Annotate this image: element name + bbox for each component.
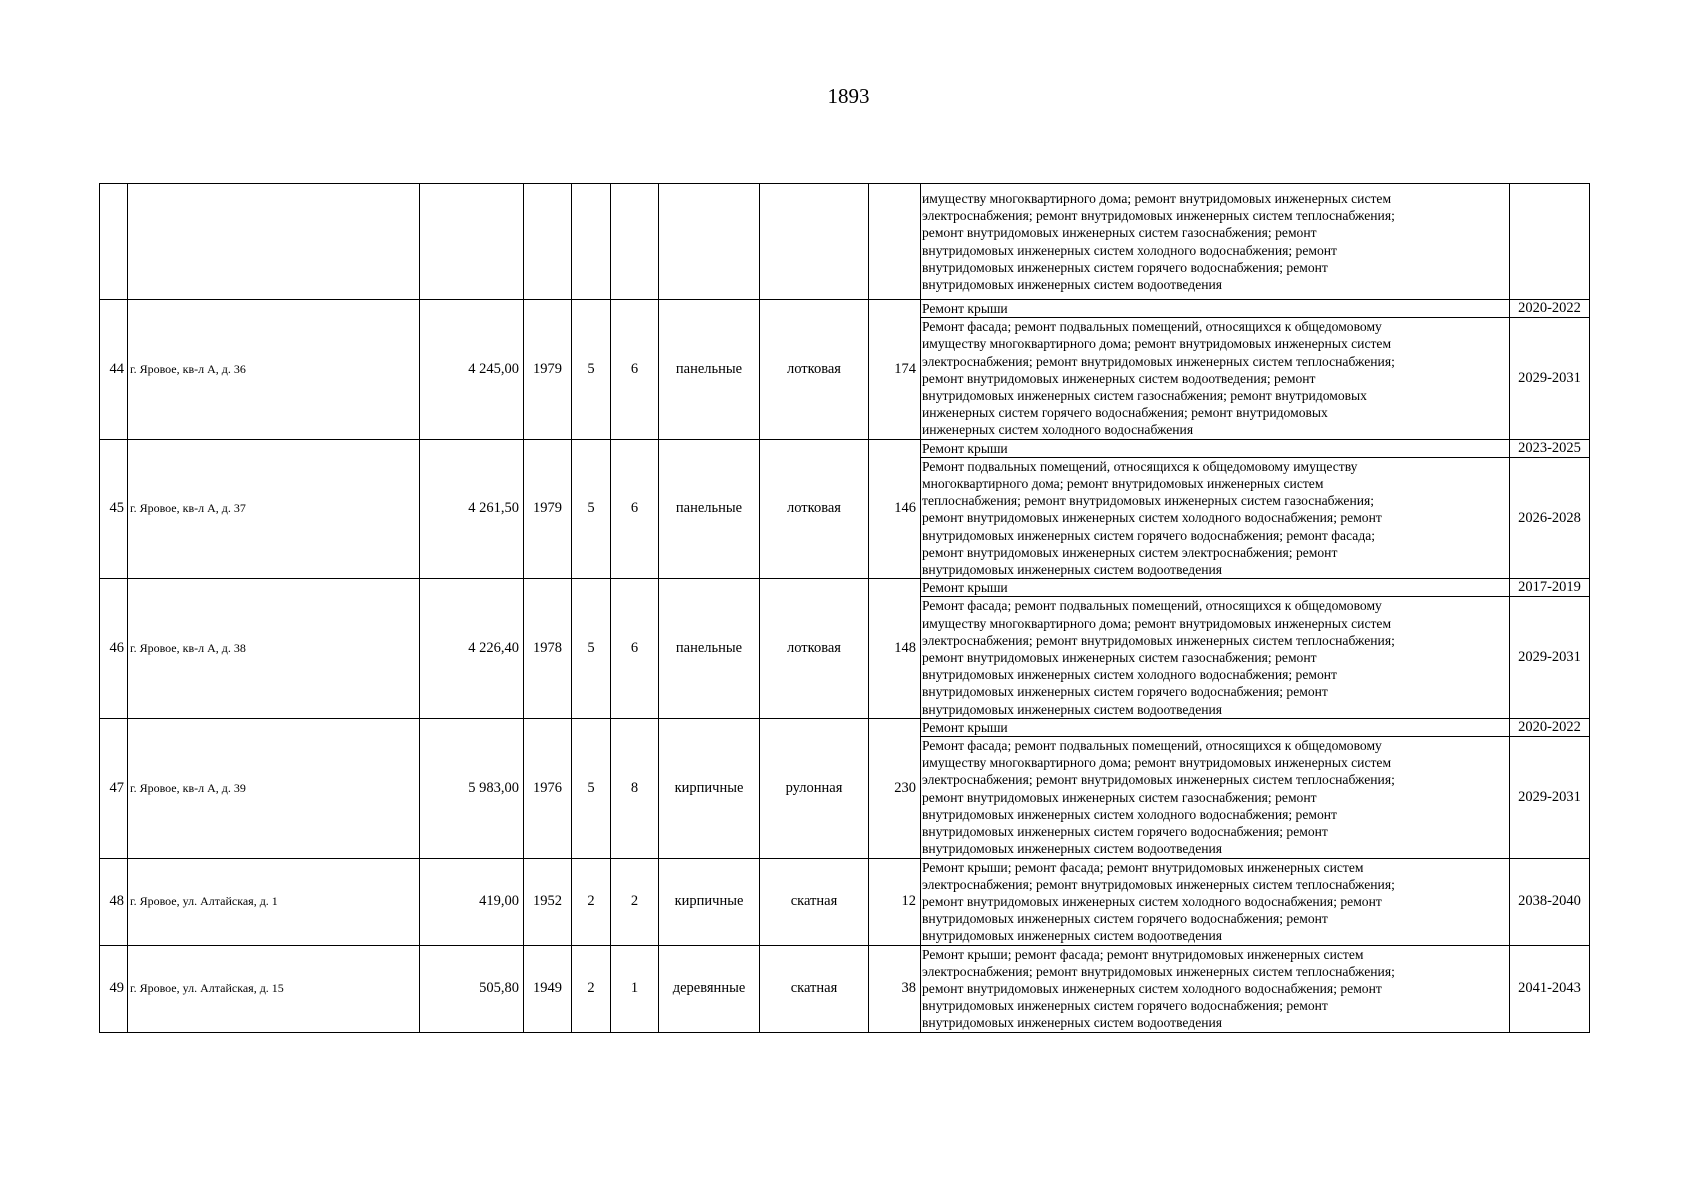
year-cell: 1949 — [524, 945, 572, 1032]
works-line: Ремонт подвальных помещений, относящихся к общедомовому имуществу — [922, 458, 1358, 474]
roof-type-cell: лотковая — [760, 439, 869, 579]
units-cell: 38 — [869, 945, 921, 1032]
year-cell: 1979 — [524, 439, 572, 579]
works-line: внутридомовых инженерных систем газоснабжения; ремонт внутридомовых — [922, 388, 1367, 404]
works-cell — [921, 318, 1510, 439]
floors-cell: 5 — [572, 718, 611, 858]
works-line: ремонт внутридомовых инженерных систем газоснабжения; ремонт — [922, 225, 1317, 241]
works-line: внутридомовых инженерных систем горячего водоснабжения; ремонт — [922, 684, 1328, 700]
entrances-cell: 6 — [611, 439, 659, 579]
roof-type-cell: лотковая — [760, 579, 869, 719]
works-line: Ремонт фасада; ремонт подвальных помещений, относящихся к общедомовому — [922, 738, 1382, 754]
works-line: ремонт внутридомовых инженерных систем холодного водоснабжения; ремонт — [922, 510, 1382, 526]
walls-material-cell: кирпичные — [659, 718, 760, 858]
works-line: Ремонт фасада; ремонт подвальных помещений, относящихся к общедомовому — [922, 598, 1382, 614]
floors-cell: 5 — [572, 579, 611, 719]
row-number: 46 — [100, 579, 128, 719]
works-line: Ремонт крыши; ремонт фасада; ремонт внутридомовых инженерных систем — [922, 859, 1364, 875]
roof-type-cell: рулонная — [760, 718, 869, 858]
floors-cell: 2 — [572, 858, 611, 945]
walls-material-cell: панельные — [659, 439, 760, 579]
works-line: имуществу многоквартирного дома; ремонт внутридомовых инженерных систем — [922, 615, 1392, 631]
works-line: Ремонт крыши — [922, 440, 1008, 456]
works-line: инженерных систем горячего водоснабжения; ремонт внутридомовых — [922, 405, 1328, 421]
entrances-cell: 8 — [611, 718, 659, 858]
roof-type-cell: скатная — [760, 858, 869, 945]
units-cell: 148 — [869, 579, 921, 719]
address-cell: г. Яровое, кв-л А, д. 39 — [128, 718, 420, 858]
works-line: внутридомовых инженерных систем водоотведения — [922, 928, 1223, 944]
works-line: Ремонт крыши — [922, 580, 1008, 596]
works-line: внутридомовых инженерных систем горячего водоснабжения; ремонт — [922, 998, 1328, 1014]
works-cell — [921, 457, 1510, 578]
works-cell — [921, 597, 1510, 718]
works-line: Ремонт крыши; ремонт фасада; ремонт внутридомовых инженерных систем — [922, 946, 1364, 962]
row-number: 47 — [100, 718, 128, 858]
works-line: ремонт внутридомовых инженерных систем водоотведения; ремонт — [922, 370, 1316, 386]
works-cell — [921, 718, 1510, 736]
works-line: теплоснабжения; ремонт внутридомовых инженерных систем газоснабжения; — [922, 493, 1375, 509]
units-cell: 174 — [869, 300, 921, 440]
works-line: имуществу многоквартирного дома; ремонт внутридомовых инженерных систем — [922, 190, 1392, 206]
table-row — [100, 579, 1590, 597]
walls-material-cell: панельные — [659, 300, 760, 440]
entrances-cell: 6 — [611, 300, 659, 440]
period-cell: 2017-2019 — [1510, 579, 1590, 597]
works-cell — [921, 858, 1510, 945]
address-cell: г. Яровое, ул. Алтайская, д. 1 — [128, 858, 420, 945]
works-line: Ремонт крыши — [922, 301, 1008, 316]
works-line: внутридомовых инженерных систем водоотведения — [922, 1015, 1223, 1031]
row-number: 49 — [100, 945, 128, 1032]
address-cell: г. Яровое, ул. Алтайская, д. 15 — [128, 945, 420, 1032]
floors-cell: 2 — [572, 945, 611, 1032]
works-line: Ремонт крыши — [922, 719, 1008, 735]
row-number: 45 — [100, 439, 128, 579]
area-cell: 4 226,40 — [420, 579, 524, 719]
works-line: внутридомовых инженерных систем холодного водоснабжения; ремонт — [922, 667, 1337, 683]
works-line: внутридомовых инженерных систем горячего водоснабжения; ремонт — [922, 911, 1328, 927]
works-line: ремонт внутридомовых инженерных систем газоснабжения; ремонт — [922, 650, 1317, 666]
period-cell: 2026-2028 — [1510, 457, 1590, 578]
roof-type-cell: лотковая — [760, 300, 869, 440]
area-cell: 419,00 — [420, 858, 524, 945]
year-cell: 1979 — [524, 300, 572, 440]
period-cell: 2029-2031 — [1510, 737, 1590, 858]
works-line: внутридомовых инженерных систем водоотведения — [922, 562, 1223, 578]
works-line: электроснабжения; ремонт внутридомовых инженерных систем теплоснабжения; — [922, 772, 1395, 788]
area-cell: 4 261,50 — [420, 439, 524, 579]
works-line: внутридомовых инженерных систем горячего водоснабжения; ремонт фасада; — [922, 527, 1376, 543]
works-line: внутридомовых инженерных систем горячего водоснабжения; ремонт — [922, 259, 1328, 275]
period-cell: 2029-2031 — [1510, 597, 1590, 718]
works-line: внутридомовых инженерных систем холодного водоснабжения; ремонт — [922, 242, 1337, 258]
works-line: ремонт внутридомовых инженерных систем холодного водоснабжения; ремонт — [922, 980, 1382, 996]
works-line: инженерных систем холодного водоснабжения — [922, 422, 1194, 438]
works-line: электроснабжения; ремонт внутридомовых инженерных систем теплоснабжения; — [922, 632, 1395, 648]
floors-cell: 5 — [572, 300, 611, 440]
works-line: электроснабжения; ремонт внутридомовых инженерных систем теплоснабжения; — [922, 208, 1395, 224]
works-cell — [921, 300, 1510, 318]
works-line: внутридомовых инженерных систем холодного водоснабжения; ремонт — [922, 806, 1337, 822]
units-cell: 12 — [869, 858, 921, 945]
entrances-cell: 1 — [611, 945, 659, 1032]
period-cell: 2020-2022 — [1510, 300, 1590, 318]
year-cell: 1976 — [524, 718, 572, 858]
area-cell: 4 245,00 — [420, 300, 524, 440]
address-cell: г. Яровое, кв-л А, д. 38 — [128, 579, 420, 719]
table-row — [100, 439, 1590, 457]
works-line: электроснабжения; ремонт внутридомовых инженерных систем теплоснабжения; — [922, 963, 1395, 979]
works-line: Ремонт фасада; ремонт подвальных помещений, относящихся к общедомовому — [922, 319, 1382, 335]
table-row — [100, 300, 1590, 318]
works-line: ремонт внутридомовых инженерных систем газоснабжения; ремонт — [922, 789, 1317, 805]
period-cell: 2029-2031 — [1510, 318, 1590, 439]
area-cell: 505,80 — [420, 945, 524, 1032]
year-cell: 1978 — [524, 579, 572, 719]
period-cell: 2020-2022 — [1510, 718, 1590, 736]
address-cell: г. Яровое, кв-л А, д. 37 — [128, 439, 420, 579]
table-row — [100, 858, 1590, 945]
table-row — [100, 718, 1590, 736]
table-row — [100, 945, 1590, 1032]
works-cell — [921, 439, 1510, 457]
works-cell — [921, 945, 1510, 1032]
housing-register-table — [99, 183, 1590, 1033]
works-line: ремонт внутридомовых инженерных систем холодного водоснабжения; ремонт — [922, 893, 1382, 909]
floors-cell: 5 — [572, 439, 611, 579]
period-cell: 2038-2040 — [1510, 858, 1590, 945]
units-cell: 230 — [869, 718, 921, 858]
page-number: 1893 — [827, 84, 870, 108]
row-number: 44 — [100, 300, 128, 440]
address-cell: г. Яровое, кв-л А, д. 36 — [128, 300, 420, 440]
period-cell: 2023-2025 — [1510, 439, 1590, 457]
works-line: внутридомовых инженерных систем горячего водоснабжения; ремонт — [922, 824, 1328, 840]
year-cell: 1952 — [524, 858, 572, 945]
walls-material-cell: кирпичные — [659, 858, 760, 945]
walls-material-cell: деревянные — [659, 945, 760, 1032]
works-line: многоквартирного дома; ремонт внутридомовых инженерных систем — [922, 476, 1324, 492]
works-line: внутридомовых инженерных систем водоотведения — [922, 276, 1223, 292]
row-number: 48 — [100, 858, 128, 945]
works-line: электроснабжения; ремонт внутридомовых инженерных систем теплоснабжения; — [922, 876, 1395, 892]
works-cell — [921, 737, 1510, 858]
works-line: имуществу многоквартирного дома; ремонт внутридомовых инженерных систем — [922, 336, 1392, 352]
period-cell: 2041-2043 — [1510, 945, 1590, 1032]
works-line: имуществу многоквартирного дома; ремонт внутридомовых инженерных систем — [922, 755, 1392, 771]
entrances-cell: 6 — [611, 579, 659, 719]
entrances-cell: 2 — [611, 858, 659, 945]
works-line: ремонт внутридомовых инженерных систем электроснабжения; ремонт — [922, 544, 1338, 560]
units-cell: 146 — [869, 439, 921, 579]
works-line: внутридомовых инженерных систем водоотведения — [922, 701, 1223, 717]
works-cell — [921, 579, 1510, 597]
continuation-row — [100, 184, 1590, 300]
roof-type-cell: скатная — [760, 945, 869, 1032]
works-line: электроснабжения; ремонт внутридомовых инженерных систем теплоснабжения; — [922, 353, 1395, 369]
works-line: внутридомовых инженерных систем водоотведения — [922, 841, 1223, 857]
walls-material-cell: панельные — [659, 579, 760, 719]
works-cell — [921, 184, 1510, 300]
area-cell: 5 983,00 — [420, 718, 524, 858]
